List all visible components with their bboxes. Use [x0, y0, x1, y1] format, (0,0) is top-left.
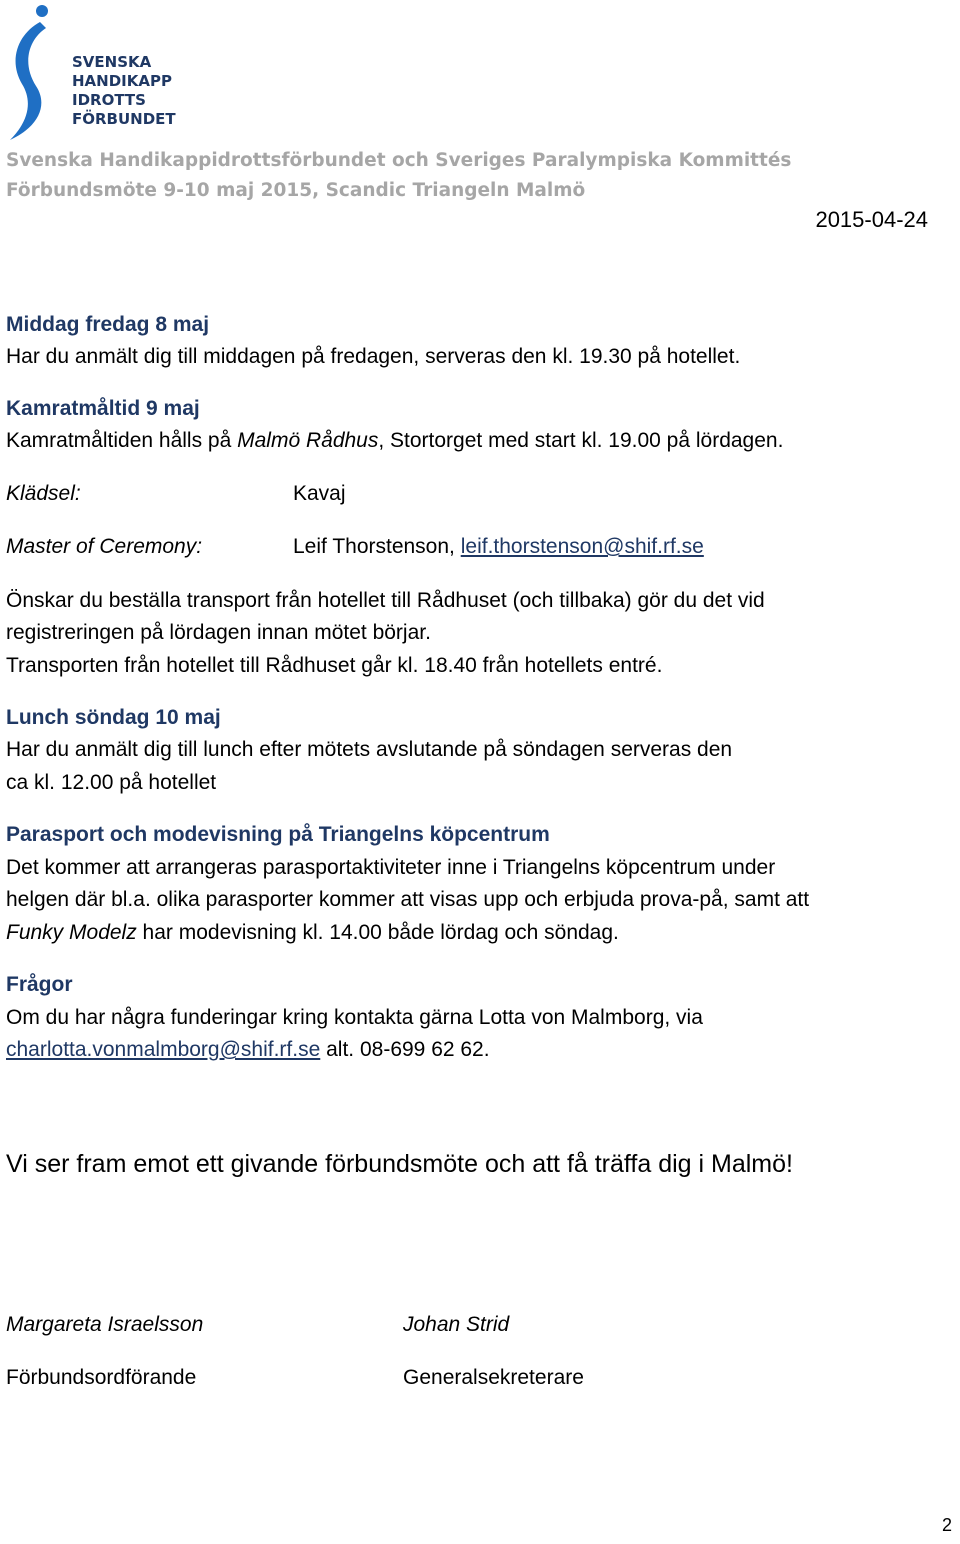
questions-line-2 [6, 1038, 490, 1062]
lunch-line-1: Har du anmält dig till lunch efter mötets avslutande på söndagen serveras den [6, 738, 733, 761]
mc-name: Leif Thorstenson, [293, 535, 461, 558]
dinner-text: Har du anmält dig till middagen på fredagen, serveras den kl. 19.30 på hotellet. [6, 345, 741, 368]
transport-line-3: Transporten från hotellet till Rådhuset går kl. 18.40 från hotellets entré. [6, 654, 663, 677]
parasport-line-1: Det kommer att arrangeras parasportaktiviteter inne i Triangelns köpcentrum under [6, 856, 776, 879]
parasport-heading: Parasport och modevisning på Triangelns köpcentrum [6, 823, 550, 846]
organization-logo [0, 0, 176, 140]
kamrat-heading: Kamratmåltid 9 maj [6, 397, 200, 420]
lunch-heading: Lunch söndag 10 maj [6, 706, 221, 729]
questions-line-1: Om du har några funderingar kring kontakta gärna Lotta von Malmborg, via [6, 1006, 703, 1029]
mc-label: Master of Ceremony: [6, 535, 203, 558]
kamrat-text-before: Kamratmåltiden hålls på [6, 429, 238, 452]
contact-phone: alt. 08-699 62 62. [320, 1038, 490, 1061]
signature-title-2: Generalsekreterare [403, 1366, 584, 1389]
mc-email-link[interactable]: leif.thorstenson@shif.rf.se [460, 535, 704, 558]
org-title-line-2: Förbundsmöte 9-10 maj 2015, Scandic Triangeln Malmö [6, 180, 586, 201]
logo-line-3: IDROTTS [72, 91, 146, 109]
signature-name-2: Johan Strid [403, 1313, 510, 1336]
signature-title-1: Förbundsordförande [6, 1366, 197, 1389]
transport-line-2: registreringen på lördagen innan mötet börjar. [6, 621, 431, 644]
page-number: 2 [941, 1515, 952, 1535]
closing-statement: Vi ser fram emot ett givande förbundsmöte och att få träffa dig i Malmö! [6, 1150, 793, 1178]
questions-heading: Frågor [6, 973, 73, 996]
dinner-heading: Middag fredag 8 maj [6, 313, 210, 336]
transport-line-1: Önskar du beställa transport från hotellet till Rådhuset (och tillbaka) gör du det vid [6, 589, 765, 612]
logo-line-1: SVENSKA [72, 53, 152, 71]
logo-swoosh-icon [0, 0, 70, 145]
parasport-line-3-rest: har modevisning kl. 14.00 både lördag och söndag. [136, 921, 619, 944]
dress-code-value: Kavaj [293, 482, 346, 505]
kamrat-place: Malmö Rådhus [237, 429, 379, 452]
parasport-line-3 [6, 921, 619, 945]
parasport-brand: Funky Modelz [6, 921, 137, 944]
dress-code-label: Klädsel: [6, 482, 81, 505]
signature-name-1: Margareta Israelsson [6, 1313, 204, 1336]
logo-line-2: HANDIKAPP [72, 72, 172, 90]
org-title-line-1: Svenska Handikappidrottsförbundet och Sveriges Paralympiska Kommittés [6, 150, 792, 171]
kamrat-text [6, 429, 783, 453]
logo-line-4: FÖRBUNDET [72, 110, 176, 128]
kamrat-text-after: , Stortorget med start kl. 19.00 på lördagen. [378, 429, 784, 452]
parasport-line-2: helgen där bl.a. olika parasporter kommer att visas upp och erbjuda prova-på, samt att [6, 888, 810, 911]
contact-email-link[interactable]: charlotta.vonmalmborg@shif.rf.se [6, 1038, 321, 1061]
document-date: 2015-04-24 [815, 207, 928, 232]
lunch-line-2: ca kl. 12.00 på hotellet [6, 771, 217, 794]
mc-value [293, 535, 704, 559]
